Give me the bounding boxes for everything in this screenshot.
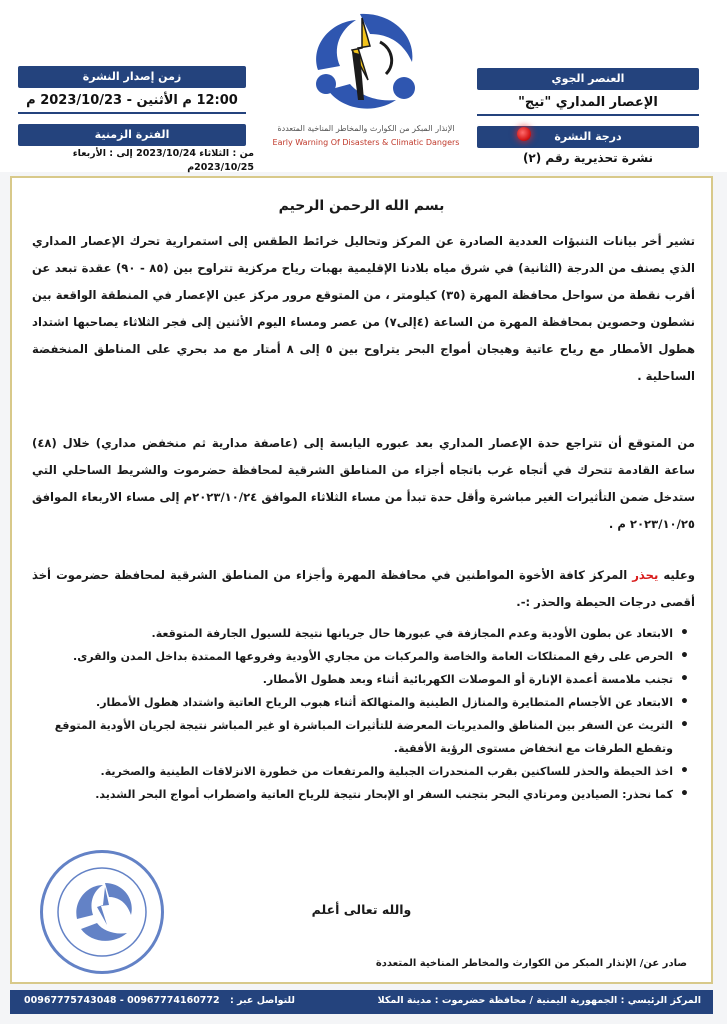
period-value: من : الثلاثاء 2023/10/24 إلى : الأربعاء 2023/10/25م bbox=[72, 148, 254, 173]
element-label: العنصر الجوي bbox=[477, 68, 699, 90]
list-item: • الحرص على رفع الممتلكات العامة والخاصة والمركبات من مجاري الأودية وفروعها الممتدة بداخل المدن والقرى. bbox=[40, 645, 673, 668]
list-item: • كما نحذر: الصيادين ومرتادي البحر بتجنب السفر او الإبحار نتيجة للرياح العاتية واضطراب أمواج البحر الشديد. bbox=[40, 783, 673, 806]
warning-intro: وعليه bbox=[658, 568, 695, 582]
footer-contact-label: للتواصل عبر : bbox=[230, 995, 295, 1006]
list-item: • الابتعاد عن الأجسام المتطايرة والمنازل الطينية والمتهالكة أثناء هبوب الرياح العاتية واشتداد هطول الأمطار. bbox=[40, 691, 673, 714]
warning-keyword: يحذر bbox=[632, 568, 659, 582]
basmala: بسم الله الرحمن الرحيم bbox=[278, 198, 445, 214]
warning-text: المركز كافة الأخوة المواطنين في محافظة المهرة وأجزاء من المناطق الشرقية لمحافظة حضرموت أخذ أقصى درجات الحيطة والحذر :-. bbox=[32, 568, 695, 609]
logo-text-english: Early Warning Of Disasters & Climatic Dangers bbox=[272, 138, 460, 147]
footer-headquarters: المركز الرئيسي : الجمهورية اليمنية / محافظة حضرموت : مدينة المكلا bbox=[377, 995, 701, 1006]
paragraph-cyclone-status: تشير أخر بيانات التنبؤات العددية الصادرة عن المركز وتحاليل خرائط الطقس إلى استمرارية تحرك الإعصار المداري الذي يصنف من الدرجة (الثانية) في شرق مياه بلادنا الإقليمية بهبات رياح مركزية تتراوح بين (٨٥ - ٩٠) عقدة تبعد عن أقرب نقطة من سواحل محافظة المهرة (٣٥) كيلومتر ، من المتوقع مرور مركز عين الإعصار في المنطقة الواقعة بين نشطون وحصوين بمحافظة المهرة من الساعة (٤إلى٧) من عصر ومساء اليوم الأثنين إلى فجر الثلاثاء يصاحبها اشتداد هطول الأمطار مع رياح عاتية وهيجان أمواج البحر يتراوح بين ٥ إلى ٨ أمتار مع مد بحري على المناطق المنخفضة الساحلية . bbox=[32, 234, 695, 383]
issue-time-label: زمن إصدار النشرة bbox=[18, 66, 246, 88]
issuer-line: صادر عن/ الإنذار المبكر من الكوارث والمخاطر المناخية المتعددة bbox=[375, 958, 687, 969]
period-label: الفترة الزمنية bbox=[18, 124, 246, 146]
warning-light-icon bbox=[517, 127, 531, 141]
degree-label: درجة النشرة bbox=[477, 126, 699, 148]
issue-time-value: 12:00 م الأثنين - 2023/10/23 م bbox=[18, 90, 246, 114]
precaution-list bbox=[40, 622, 691, 806]
paragraph-warning bbox=[32, 562, 695, 616]
list-item: • الابتعاد عن بطون الأودية وعدم المجازفة في عبورها حال جريانها نتيجة للسيول الجارفة المتوقعة. bbox=[40, 622, 673, 645]
list-item: • التريث عن السفر بين المناطق والمديريات المعرضة للتأثيرات المباشرة او غير المباشر نتيجة لجريان الأودية المتوقع وتقطع الطرقات مع انخفاض مستوى الرؤية الأفقية. bbox=[40, 714, 673, 760]
official-stamp-icon bbox=[40, 850, 164, 974]
footer-bar bbox=[10, 990, 713, 1014]
bulletin-header bbox=[0, 0, 727, 172]
degree-value: نشرة تحذيرية رقم (٢) bbox=[522, 151, 654, 165]
center-logo-icon bbox=[300, 8, 430, 120]
element-value: الإعصار المداري "تيج" bbox=[477, 92, 699, 116]
closing-phrase: والله تعالى أعلم bbox=[311, 902, 412, 917]
list-item: • اخذ الحيطة والحذر للساكنين بقرب المنحدرات الجبلية والمرتفعات من خطورة الانزلاقات الطينية والصخرية. bbox=[40, 760, 673, 783]
logo-text-arabic: الإنذار المبكر من الكوارث والمخاطر المناخية المتعددة bbox=[277, 124, 455, 133]
list-item: • تجنب ملامسة أعمدة الإنارة أو الموصلات الكهربائية أثناء وبعد هطول الأمطار. bbox=[40, 668, 673, 691]
paragraph-forecast: من المتوقع أن تتراجع حدة الإعصار المداري بعد عبوره اليابسة إلى (عاصفة مدارية ثم منخفض مداري) خلال (٤٨) ساعة القادمة تتحرك في أتجاه غرب باتجاه أجزاء من المناطق الشرقية لمحافظة حضرموت والشريط الساحلي التي ستدخل ضمن التأثيرات الغير مباشرة وأقل حدة تبدأ من مساء الثلاثاء الموافق ٢٠٢٣/١٠/٢٤م إلى مساء الاربعاء الموافق ٢٠٢٣/١٠/٢٥ م . bbox=[32, 436, 695, 531]
footer-phones: 00967775743048 - 00967774160772 bbox=[24, 995, 220, 1006]
